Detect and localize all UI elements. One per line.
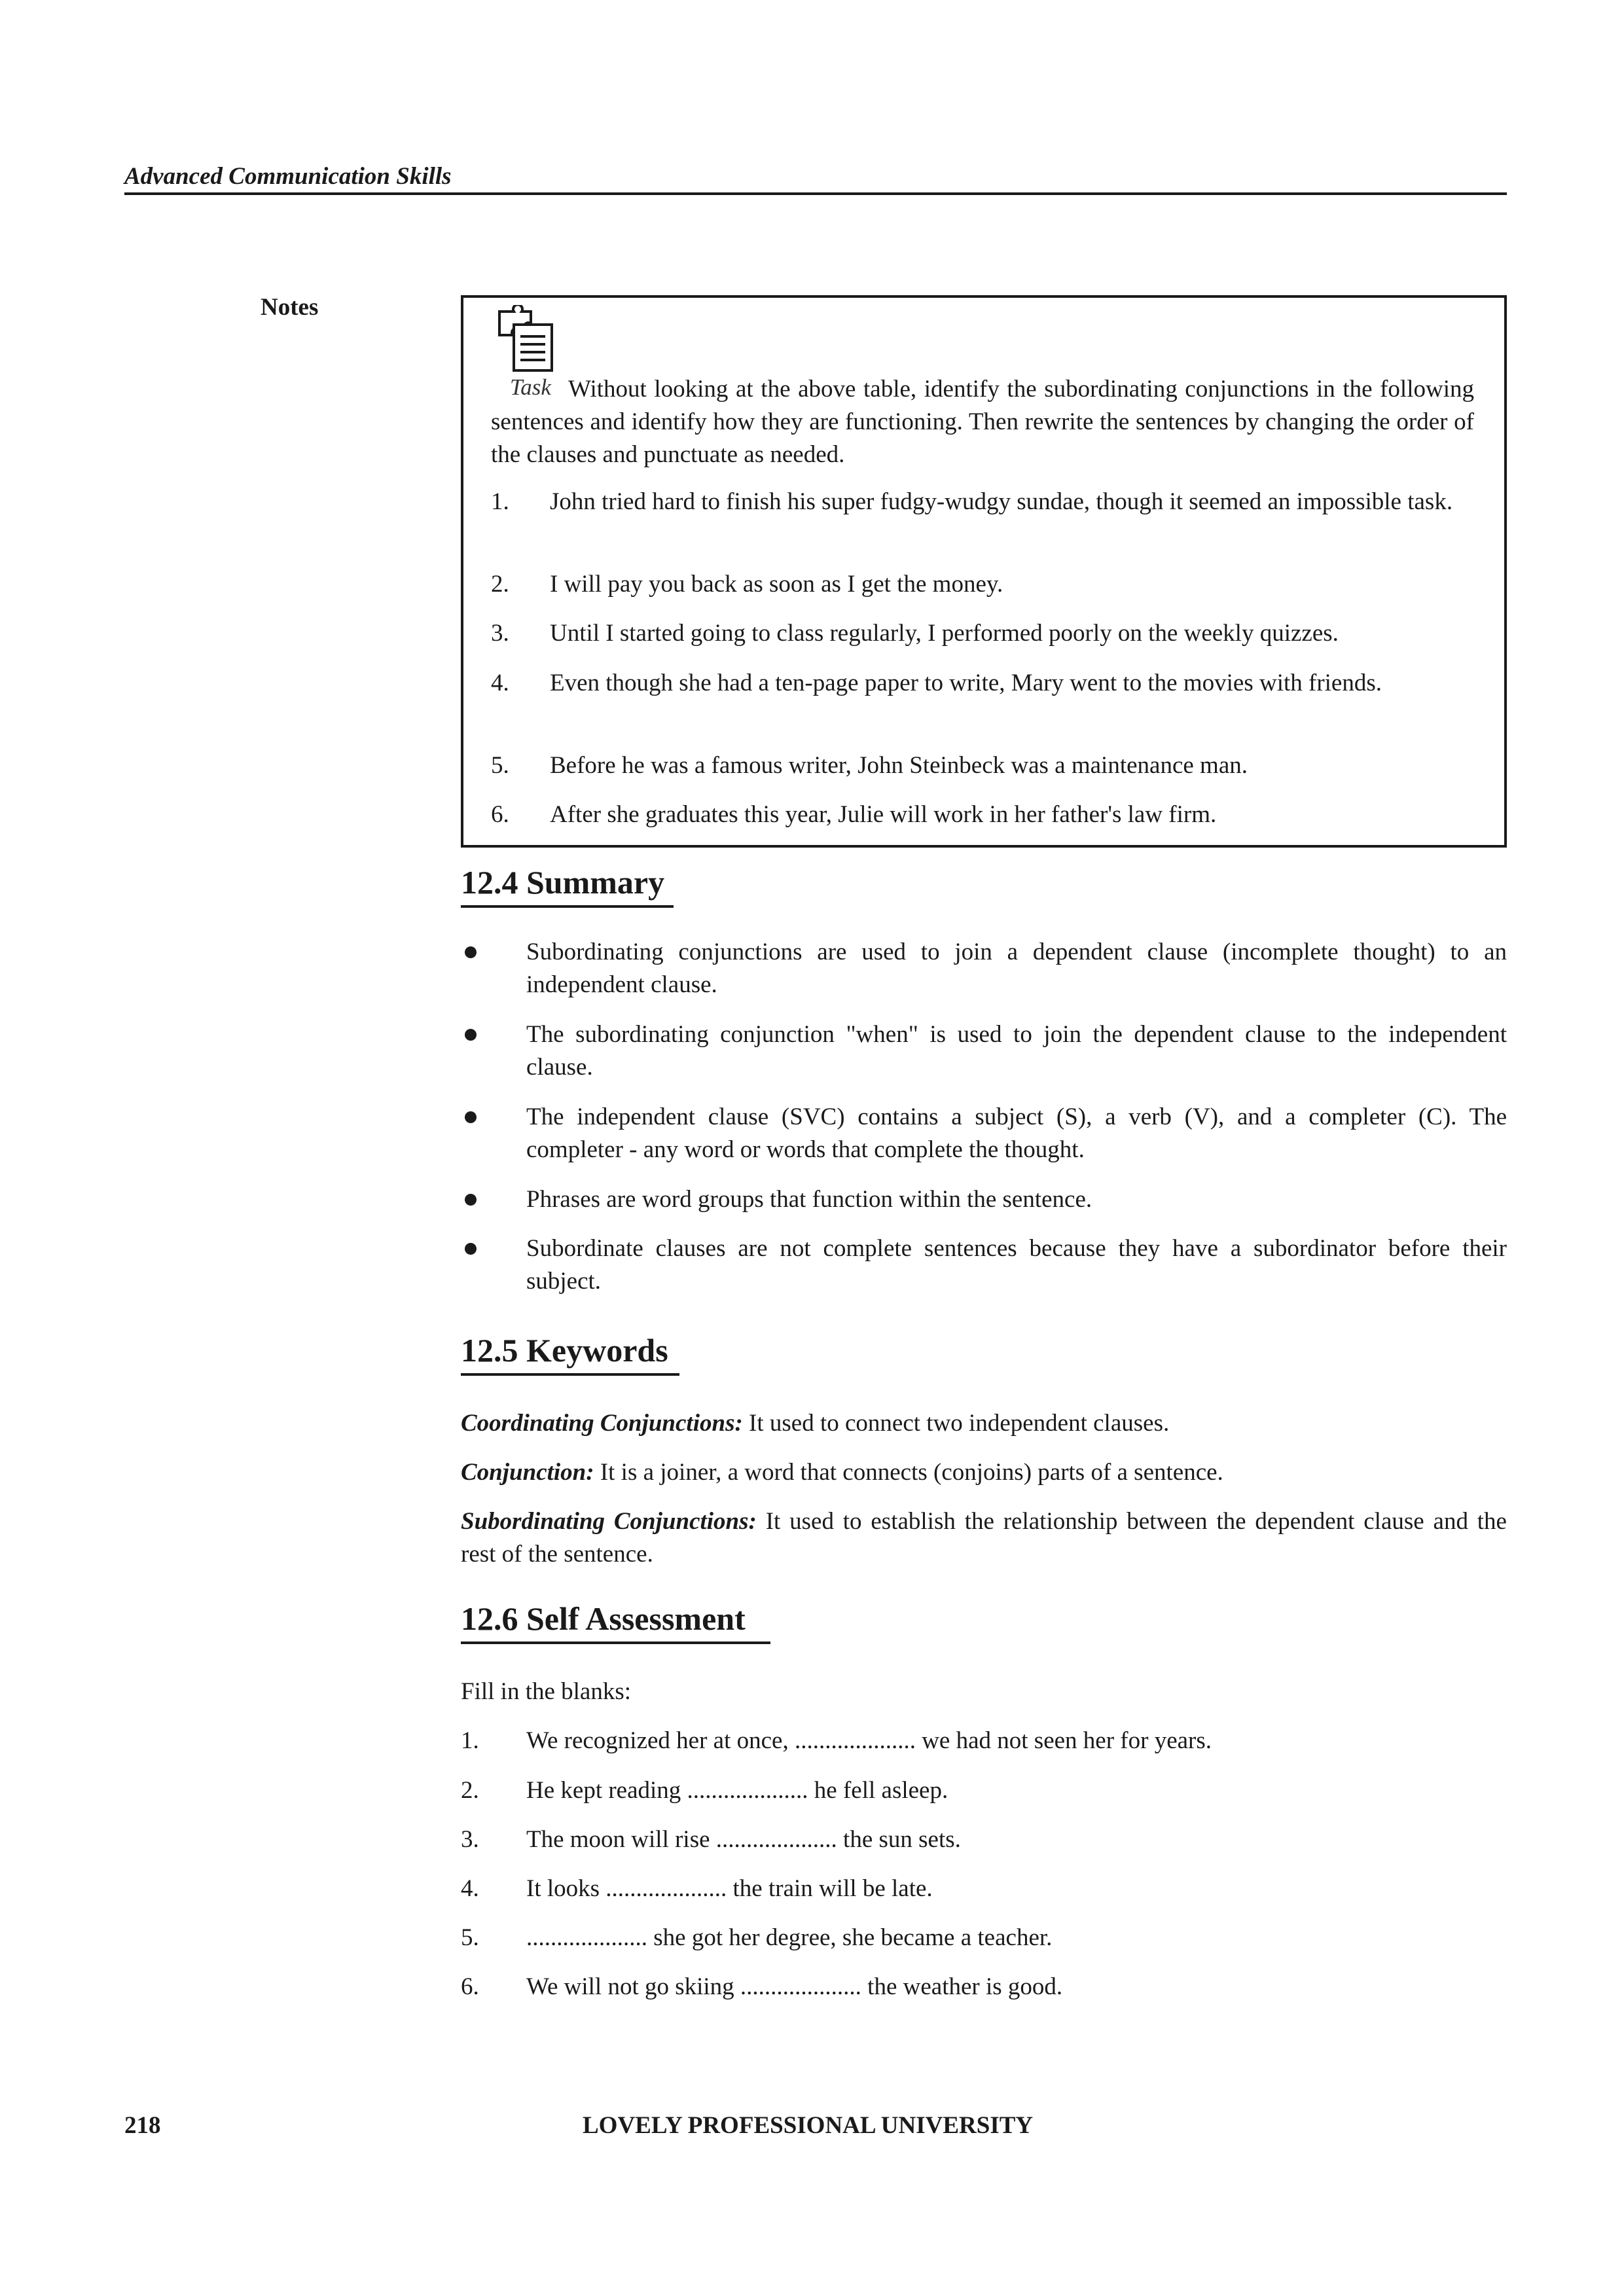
assessment-item-number: 4.: [461, 1875, 479, 1902]
notes-margin-label: Notes: [261, 294, 319, 321]
keyword-entry: [461, 1407, 1507, 1440]
task-item-number: 3.: [491, 620, 509, 647]
summary-bullet-text: Subordinating conjunctions are used to join a dependent clause (incomplete thought) to an independent clause.: [526, 939, 1507, 998]
section-title-rule: [461, 1373, 679, 1376]
keyword-entry: [461, 1505, 1507, 1571]
page-number: 218: [124, 2112, 161, 2139]
section-title-keywords: 12.5 Keywords: [461, 1332, 668, 1369]
section-title-rule: [461, 1641, 770, 1644]
task-item-text: Before he was a famous writer, John Steinbeck was a maintenance man.: [550, 752, 1248, 779]
task-item-text: I will pay you back as soon as I get the money.: [550, 571, 1003, 598]
summary-bullet-text: The subordinating conjunction "when" is used to join the dependent clause to the independent clause.: [526, 1021, 1507, 1081]
assessment-item-number: 3.: [461, 1826, 479, 1853]
assessment-item-text: He kept reading .................... he fell asleep.: [526, 1777, 948, 1804]
keyword-definition: It used to connect two independent clauses.: [742, 1410, 1170, 1437]
self-assessment-instruction: Fill in the blanks:: [461, 1678, 632, 1705]
task-item-number: 6.: [491, 801, 509, 828]
task-puzzle-icon: [494, 305, 564, 374]
task-item-text: John tried hard to finish his super fudgy-wudgy sundae, though it seemed an impossible task.: [550, 488, 1453, 515]
summary-bullet-text: Phrases are word groups that function within the sentence.: [526, 1186, 1092, 1213]
task-label: Task: [510, 374, 551, 400]
task-item-text: After she graduates this year, Julie will work in her father's law firm.: [550, 801, 1217, 828]
bullet-dot: [465, 1111, 477, 1123]
assessment-item-text: We recognized her at once, .................... we had not seen her for years.: [526, 1727, 1212, 1754]
section-title-rule: [461, 905, 674, 908]
header-rule: [124, 192, 1507, 195]
bullet-dot: [465, 1194, 477, 1206]
keyword-term: Coordinating Conjunctions:: [461, 1410, 743, 1437]
footer-university: LOVELY PROFESSIONAL UNIVERSITY: [583, 2112, 1034, 2139]
task-item-text: Even though she had a ten-page paper to write, Mary went to the movies with friends.: [550, 670, 1382, 696]
task-item-number: 5.: [491, 752, 509, 779]
summary-bullet-text: Subordinate clauses are not complete sentences because they have a subordinator before their subject.: [526, 1235, 1507, 1295]
assessment-item-text: It looks .................... the train will be late.: [526, 1875, 933, 1902]
keyword-definition: It used to establish the relationship between the dependent clause and the rest of the sentence.: [461, 1508, 1507, 1568]
task-item-number: 4.: [491, 670, 509, 696]
task-item-number: 2.: [491, 571, 509, 598]
section-title-self-assessment: 12.6 Self Assessment: [461, 1600, 746, 1637]
assessment-item-text: We will not go skiing .................... the weather is good.: [526, 1973, 1063, 2000]
keyword-term: Subordinating Conjunctions:: [461, 1508, 757, 1535]
section-title-summary: 12.4 Summary: [461, 864, 665, 901]
assessment-item-text: .................... she got her degree, she became a teacher.: [526, 1924, 1053, 1951]
bullet-dot: [465, 1243, 477, 1255]
bullet-dot: [465, 1029, 477, 1041]
assessment-item-number: 1.: [461, 1727, 479, 1754]
running-header-title: Advanced Communication Skills: [124, 163, 452, 190]
task-item-text: Until I started going to class regularly, I performed poorly on the weekly quizzes.: [550, 620, 1339, 647]
keyword-definition: It is a joiner, a word that connects (conjoins) parts of a sentence.: [594, 1459, 1223, 1486]
assessment-item-text: The moon will rise .................... the sun sets.: [526, 1826, 961, 1853]
task-item-number: 1.: [491, 488, 509, 515]
assessment-item-number: 2.: [461, 1777, 479, 1804]
task-intro: Without looking at the above table, identify the subordinating conjunctions in the following sentences and identify how they are functioning. Then rewrite the sentences by changing the order of the clauses and punctuate as needed.: [491, 376, 1474, 468]
keyword-entry: [461, 1456, 1507, 1489]
summary-bullet-text: The independent clause (SVC) contains a subject (S), a verb (V), and a completer (C). The completer - any word or words that complete the thought.: [526, 1103, 1507, 1163]
assessment-item-number: 6.: [461, 1973, 479, 2000]
keyword-term: Conjunction:: [461, 1459, 594, 1486]
bullet-dot: [465, 946, 477, 958]
assessment-item-number: 5.: [461, 1924, 479, 1951]
